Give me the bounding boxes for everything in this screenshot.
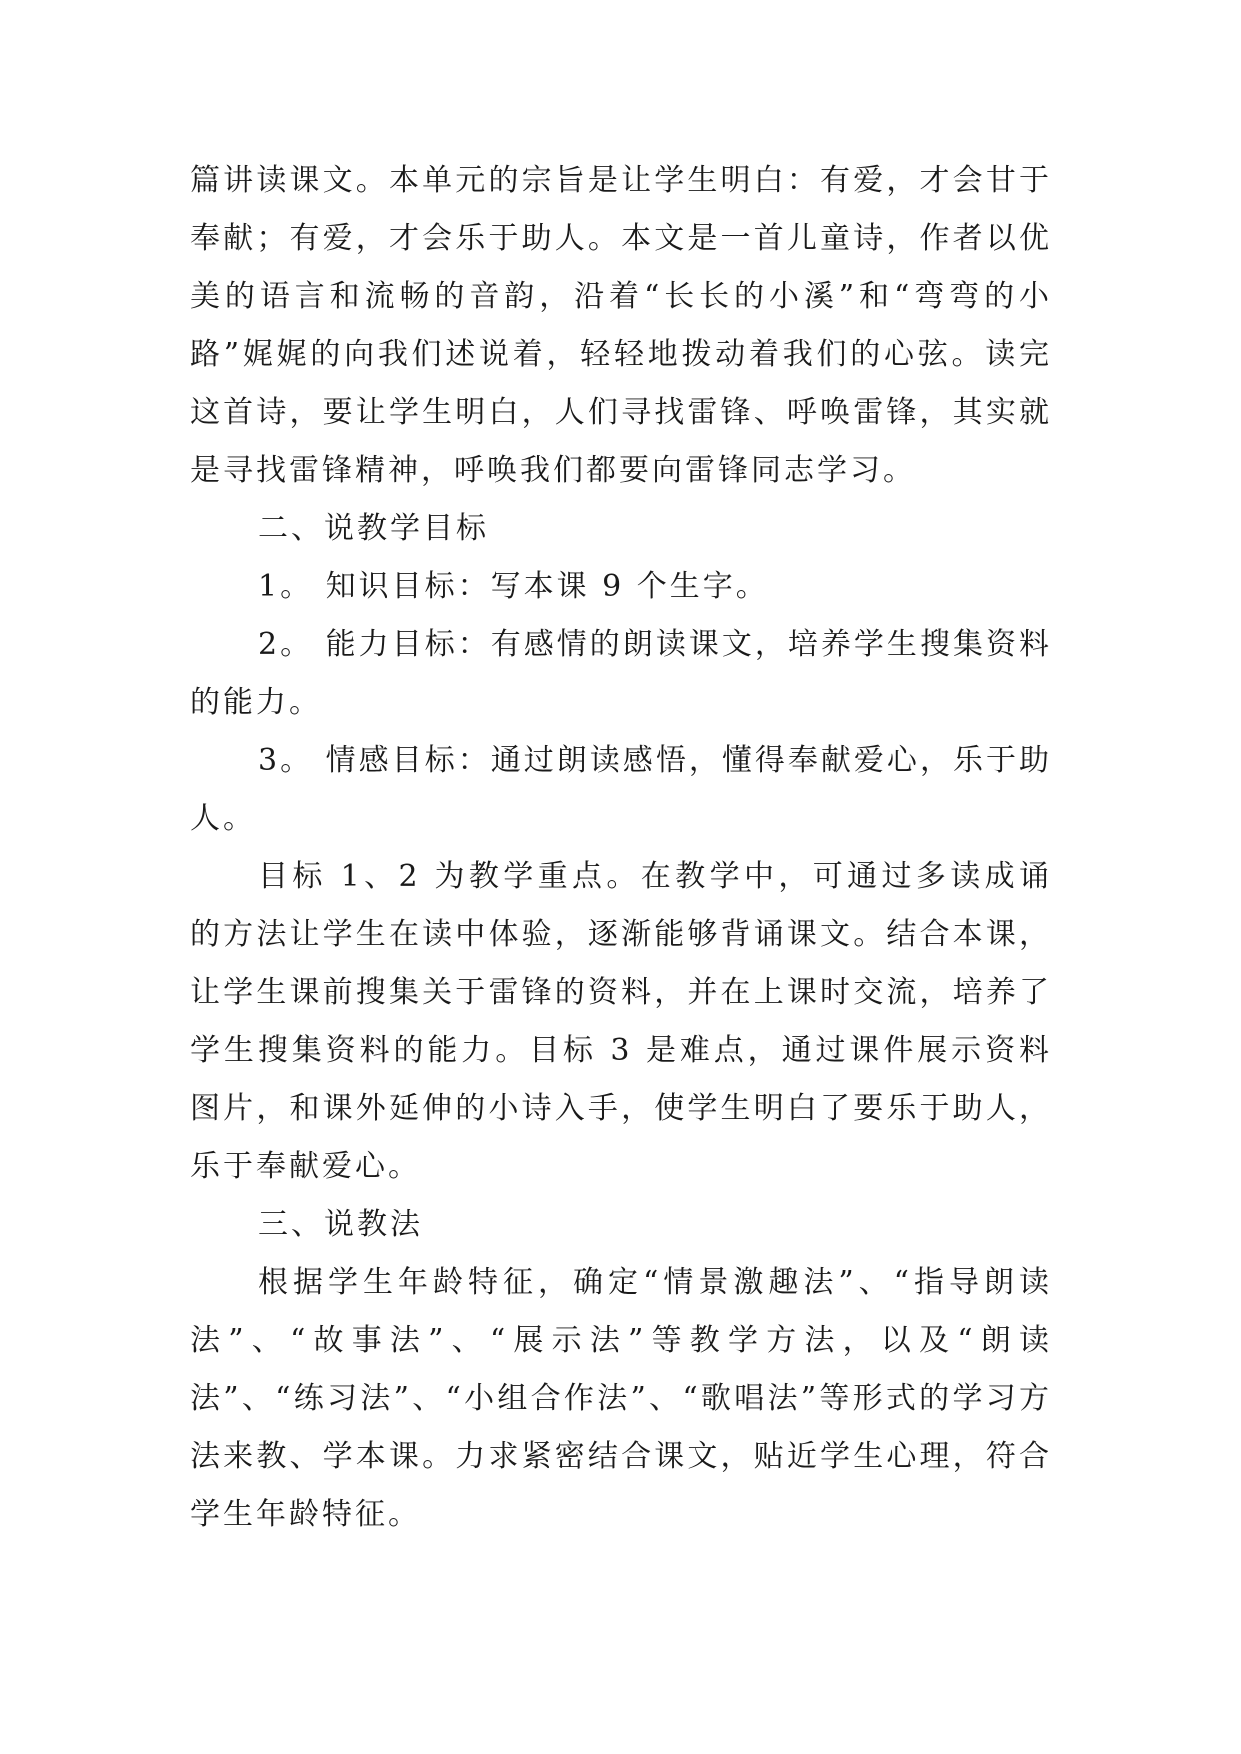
goal-item-ability: 2。 能力目标：有感情的朗读课文，培养学生搜集资料的能力。 (190, 627, 1052, 720)
section-heading-teaching-methods: 三、说教法 (258, 1207, 423, 1242)
section-heading-teaching-goals: 二、说教学目标 (258, 511, 489, 546)
goal-item-knowledge: 1。 知识目标：写本课 9 个生字。 (258, 569, 769, 604)
paragraph-goal-analysis: 目标 1、2 为教学重点。在教学中，可通过多读成诵的方法让学生在读中体验，逐渐能够背诵课文。结合本课，让学生课前搜集关于雷锋的资料，并在上课时交流，培养了学生搜集资料的能力。目标 3 是难点，通过课件展示资料图片，和课外延伸的小诗入手，使学生明白了要乐于助人，乐于奉献爱心。 (190, 859, 1052, 1184)
paragraph-teaching-methods: 根据学生年龄特征，确定“情景激趣法”、“指导朗读法”、“故事法”、“展示法”等教学方法，以及“朗读法”、“练习法”、“小组合作法”、“歌唱法”等形式的学习方法来教、学本课。力求紧密结合课文，贴近学生心理，符合学生年龄特征。 (190, 1265, 1052, 1532)
goal-item-emotion: 3。 情感目标：通过朗读感悟，懂得奉献爱心，乐于助人。 (190, 743, 1052, 836)
paragraph-intro: 篇讲读课文。本单元的宗旨是让学生明白：有爱，才会甘于奉献；有爱，才会乐于助人。本文是一首儿童诗，作者以优美的语言和流畅的音韵，沿着“长长的小溪”和“弯弯的小路”娓娓的向我们述说着，轻轻地拨动着我们的心弦。读完这首诗，要让学生明白，人们寻找雷锋、呼唤雷锋，其实就是寻找雷锋精神，呼唤我们都要向雷锋同志学习。 (190, 163, 1052, 488)
document-body (190, 152, 1052, 1544)
